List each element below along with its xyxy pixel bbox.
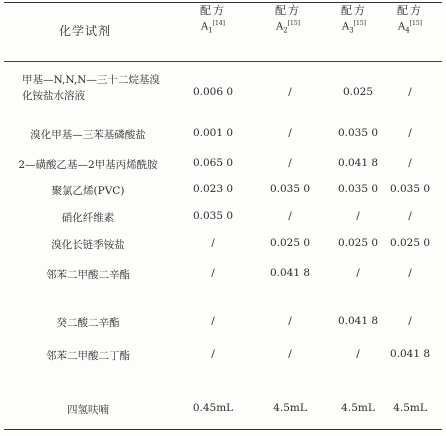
table-cell: / — [408, 157, 412, 169]
table-bottom-rule — [4, 429, 442, 430]
table-cell: 0.025 0 — [337, 237, 379, 249]
column-symbol: $A_1[14]$ — [200, 20, 226, 35]
table-cell: / — [211, 315, 215, 327]
table-cell: 4.5mL — [341, 402, 375, 414]
column-header-a4 — [380, 4, 440, 35]
table-cell: 0.025 0 — [389, 237, 431, 249]
table-cell: / — [408, 127, 412, 139]
column-name: 配方 — [397, 4, 423, 17]
table-row-reagent: 溴化长链季铵盐 — [51, 239, 125, 251]
column-header-a3 — [324, 4, 384, 35]
reagent-column-header: 化学试剂 — [58, 24, 111, 38]
table-cell: / — [356, 267, 360, 279]
table-cell: 0.025 0 — [269, 237, 311, 249]
table-cell: 0.006 0 — [192, 86, 234, 98]
table-cell: / — [356, 210, 360, 222]
table-cell: / — [408, 210, 412, 222]
table-top-rule — [4, 2, 442, 3]
table-row-reagent: 邻苯二甲酸二辛酯 — [46, 269, 130, 281]
column-name: 配方 — [341, 4, 367, 17]
table-cell: 0.035 0 — [269, 183, 311, 195]
table-cell: / — [408, 267, 412, 279]
table-cell: 0.041 8 — [389, 348, 431, 360]
table-row-reagent: 2—磺酸乙基—2甲基丙烯酰胺 — [18, 159, 158, 171]
column-name: 配方 — [275, 4, 301, 17]
table-cell: / — [408, 86, 412, 98]
table-cell: / — [288, 127, 292, 139]
table-cell: 0.035 0 — [389, 183, 431, 195]
table-row-reagent: 四氢呋喃 — [67, 404, 109, 416]
table-row-reagent: 癸二酸二辛酯 — [56, 317, 120, 329]
table-cell: 4.5mL — [393, 402, 427, 414]
table-cell: / — [211, 267, 215, 279]
column-header-a2 — [258, 4, 318, 35]
table-cell: 0.025 — [342, 86, 374, 98]
column-name: 配方 — [200, 4, 226, 17]
column-symbol: $A_2[15]$ — [275, 20, 301, 35]
table-cell: / — [211, 237, 215, 249]
table-cell: 0.45mL — [192, 402, 234, 414]
table-cell: / — [356, 348, 360, 360]
table-cell: 0.023 0 — [192, 183, 234, 195]
table-header-rule — [4, 61, 442, 62]
table-cell: 4.5mL — [273, 402, 307, 414]
column-header-a1 — [183, 4, 243, 35]
table-row-reagent: 聚氯乙烯(PVC) — [51, 185, 125, 197]
table-cell: 0.041 8 — [269, 267, 311, 279]
table-cell: / — [408, 315, 412, 327]
table-row-reagent: 邻苯二甲酸二丁酯 — [46, 350, 130, 362]
table-row-reagent: 溴化甲基—三苯基磷酸盐 — [30, 129, 146, 141]
column-symbol: $A_3[15]$ — [341, 20, 367, 35]
table-cell: / — [211, 348, 215, 360]
table-cell: 0.041 8 — [337, 157, 379, 169]
table-cell: / — [288, 315, 292, 327]
table-row-reagent: 硝化纤维素 — [61, 212, 115, 224]
table-cell: 0.065 0 — [192, 157, 234, 169]
table-cell: / — [288, 210, 292, 222]
table-row-reagent: 甲基—N,N,N—三十二烷基溴化铵盐水溶液 — [22, 74, 160, 103]
column-symbol: $A_4[15]$ — [397, 20, 423, 35]
table-cell: 0.035 0 — [337, 183, 379, 195]
table-cell: / — [288, 348, 292, 360]
table-cell: 0.035 0 — [337, 127, 379, 139]
table-cell: / — [288, 86, 292, 98]
table-cell: 0.035 0 — [192, 210, 234, 222]
table-cell: 0.001 0 — [192, 127, 234, 139]
table-cell: / — [288, 157, 292, 169]
table-cell: 0.041 8 — [337, 315, 379, 327]
